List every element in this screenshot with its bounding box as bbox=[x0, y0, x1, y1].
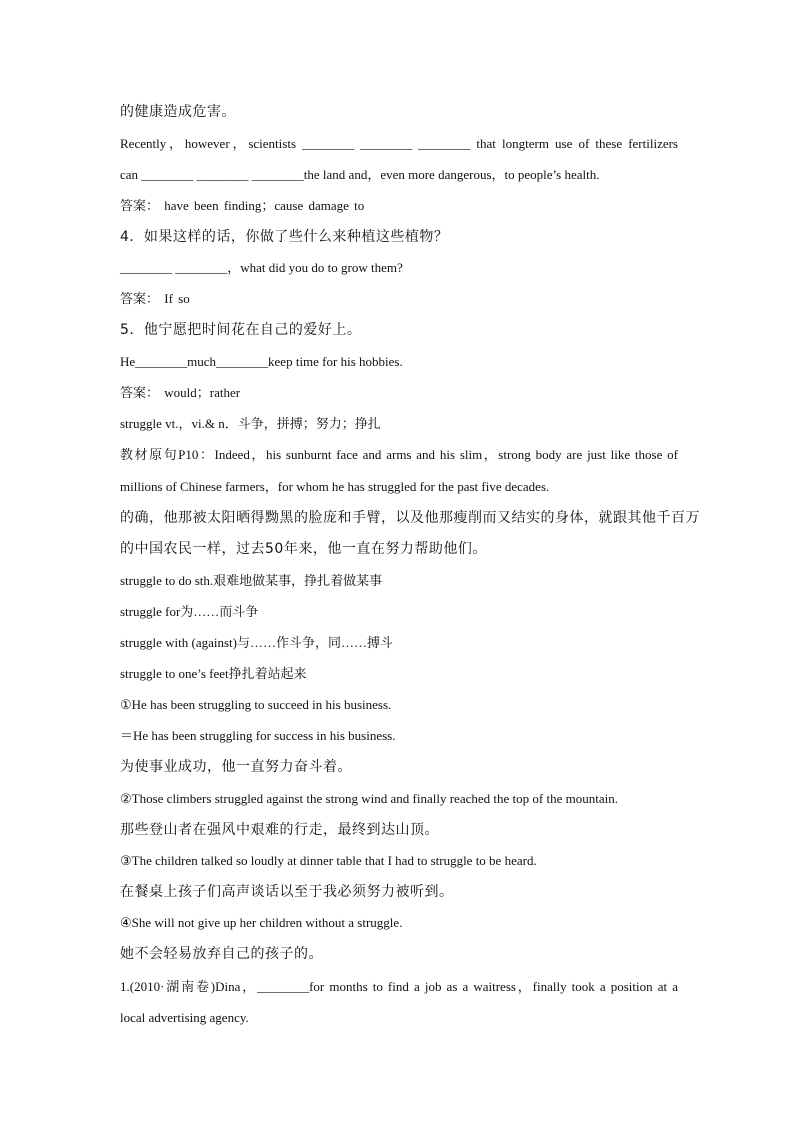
example-sentence: ＝He has been struggling for success in his business. bbox=[120, 728, 396, 743]
phrase-line: struggle to do sth.艰难地做某事，挣扎着做某事 bbox=[120, 573, 383, 588]
exercise-sentence: local advertising agency. bbox=[120, 1010, 249, 1025]
example-sentence: ③The children talked so loudly at dinner table that I had to struggle to be heard. bbox=[120, 853, 537, 868]
translation-line: 她不会轻易放弃自己的孩子的。 bbox=[120, 946, 323, 962]
question-item: 4．如果这样的话，你做了些什么来种植这些植物？ bbox=[120, 229, 449, 245]
exercise-sentence: 1.(2010·湖南卷)Dina，________for months to find a job as a waitress，finally took a position at a bbox=[120, 979, 678, 994]
answer-line: 答案： would；rather bbox=[120, 385, 241, 400]
answer-line: 答案： If so bbox=[120, 291, 190, 306]
translation-line: 的确，他那被太阳晒得黝黑的脸庞和手臂，以及他那瘦削而又结实的身体，就跟其他千百万 bbox=[120, 510, 700, 526]
example-sentence: ④She will not give up her children without a struggle. bbox=[120, 915, 403, 930]
exercise-sentence: He________much________keep time for his hobbies. bbox=[120, 354, 403, 369]
example-sentence: ②Those climbers struggled against the strong wind and finally reached the top of the mountain. bbox=[120, 791, 618, 806]
translation-line: 的中国农民一样，过去50年来，他一直在努力帮助他们。 bbox=[120, 541, 487, 557]
text-line: 的健康造成危害。 bbox=[120, 104, 236, 120]
translation-line: 在餐桌上孩子们高声谈话以至于我必须努力被听到。 bbox=[120, 884, 454, 900]
translation-line: 为使事业成功，他一直努力奋斗着。 bbox=[120, 759, 352, 775]
exercise-sentence: ________ ________，what did you do to grow them? bbox=[120, 260, 403, 275]
textbook-quote: 教材原句P10：Indeed，his sunburnt face and arms and his slim，strong body are just like those of bbox=[120, 447, 678, 462]
phrase-line: struggle with (against)与……作斗争，同……搏斗 bbox=[120, 635, 393, 650]
exercise-sentence: can ________ ________ ________the land and，even more dangerous，to people’s health. bbox=[120, 167, 600, 182]
exercise-sentence: Recently，however，scientists ________ ________ ________ that longterm use of these fertilizers bbox=[120, 136, 678, 151]
example-sentence: ①He has been struggling to succeed in his business. bbox=[120, 697, 392, 712]
phrase-line: struggle to one’s feet挣扎着站起来 bbox=[120, 666, 307, 681]
answer-line: 答案： have been finding；cause damage to bbox=[120, 198, 365, 213]
question-item: 5．他宁愿把时间花在自己的爱好上。 bbox=[120, 322, 362, 338]
phrase-line: struggle for为……而斗争 bbox=[120, 604, 259, 619]
translation-line: 那些登山者在强风中艰难的行走，最终到达山顶。 bbox=[120, 822, 439, 838]
textbook-quote: millions of Chinese farmers，for whom he has struggled for the past five decades. bbox=[120, 479, 550, 494]
vocab-heading: struggle vt.，vi.& n．斗争，拼搏；努力；挣扎 bbox=[120, 416, 381, 431]
